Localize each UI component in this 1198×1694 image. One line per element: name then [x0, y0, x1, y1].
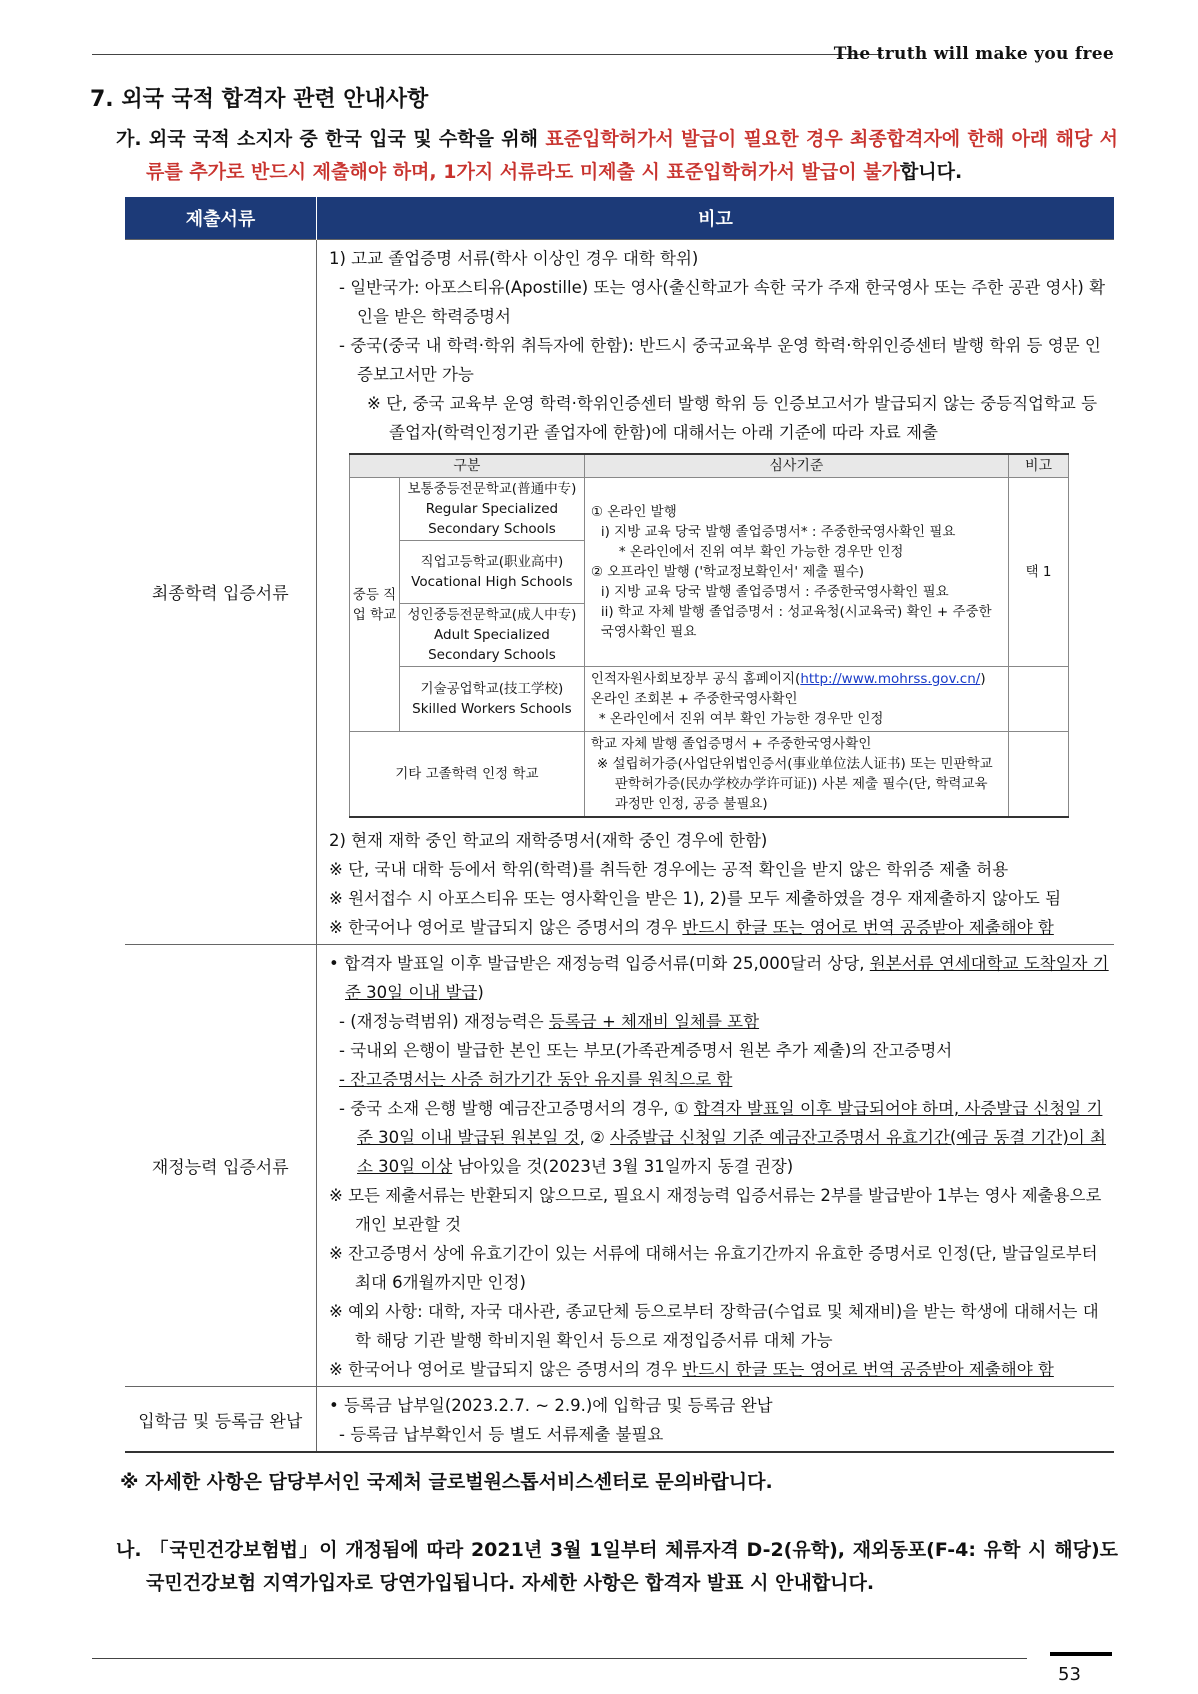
inquiry-note: ※ 자세한 사항은 담당부서인 국제처 글로벌원스톱서비스센터로 문의바랍니다.: [120, 1471, 773, 1493]
remarks-final-education: [317, 239, 1115, 945]
text-underlined: 합격자 발표일 이후 발급되어야 하며, 사증발급 신청일 기준 30일 이내 발급된 원본일 것: [357, 1099, 1103, 1147]
remarks-financial: [317, 945, 1115, 1387]
text-line: ※ 단, 국내 대학 등에서 학위(학력)를 취득한 경우에는 공적 확인을 받지 않은 학위증 제출 허용: [329, 860, 1009, 879]
table-row: [125, 945, 1115, 1387]
criteria-line: ② 오프라인 발행 ('학교정보확인서' 제출 필수): [590, 564, 865, 580]
school-skilled: 기술공업학교(技工学校) Skilled Workers Schools: [400, 667, 585, 732]
header-remarks: 비고: [317, 197, 1115, 239]
text-line: [329, 913, 1110, 942]
paragraph-ga: [90, 123, 1120, 189]
category-final-education: 최종학력 입증서류: [125, 239, 317, 945]
group-vocational: 중등 직업 학교: [350, 478, 400, 732]
text-line: ※ 단, 중국 교육부 운영 학력·학위인증센터 발행 학위 등 인증보고서가 발급되지 않는 중등직업학교 등 졸업자(학력인정기관 졸업자에 한함)에 대해서는 아래 기준에 따라 자료 제출: [367, 393, 1098, 442]
criteria-other: [584, 732, 1008, 818]
section-title: 7. 외국 국적 합격자 관련 안내사항: [90, 87, 429, 112]
text-line: [339, 1007, 1110, 1036]
text-line: - 잔고증명서는 사증 허가기간 동안 유지를 원칙으로 함: [339, 1070, 733, 1089]
sub-header-category: 구분: [350, 454, 585, 478]
paragraph-ga-suffix: 합니다.: [899, 161, 963, 183]
text-part: , ②: [579, 1128, 611, 1147]
sub-header-note: 비고: [1009, 454, 1069, 478]
text-line: [339, 1094, 1110, 1181]
text-underlined: 반드시 한글 또는 영어로 번역 공증받아 제출해야 함: [682, 918, 1054, 937]
school-regular: 보통중등전문학교(普通中专) Regular Specialized Secondary Schools: [400, 478, 585, 541]
school-vocational: 직업고등학교(职业高中) Vocational High Schools: [400, 541, 585, 604]
criteria-line: ): [980, 671, 986, 687]
category-tuition: 입학금 및 등록금 완납: [125, 1387, 317, 1453]
paragraph-ga-highlight: 표준입학허가서 발급이 필요한 경우 최종합격자에 한해 아래 해당 서류를 추가로 반드시 제출해야 하며, 1가지 서류라도 미제출 시 표준입학허가서 발급이 불가: [146, 128, 1118, 183]
footer-rule: [92, 1658, 1027, 1659]
header-motto: The truth will make you free: [833, 44, 1114, 64]
page-number-bar: [1050, 1652, 1112, 1656]
criteria-line: 온라인 조회본 + 주중한국영사확인: [590, 691, 798, 707]
text-line: 2) 현재 재학 중인 학교의 재학증명서(재학 중인 경우에 한함): [329, 831, 768, 850]
page-content: [90, 82, 1120, 1600]
text-line: ※ 예외 사항: 대학, 자국 대사관, 종교단체 등으로부터 장학금(수업료 및 체재비)을 받는 학생에 대해서는 대학 해당 기관 발행 학비지원 확인서 등으로 재정입증서류 대체 가능: [329, 1302, 1099, 1350]
text-line: [329, 1355, 1110, 1384]
school-adult: 성인중등전문학교(成人中专) Adult Specialized Secondary Schools: [400, 604, 585, 667]
text-part: - 중국 소재 은행 발행 예금잔고증명서의 경우, ①: [339, 1099, 694, 1118]
criteria-line: i) 지방 교육 당국 발행 졸업증명서 : 주중한국영사확인 필요: [600, 584, 949, 600]
text-underlined: 등록금 + 체재비 일체를 포함: [548, 1012, 760, 1031]
china-criteria-table: [349, 453, 1069, 819]
text-line: - 중국(중국 내 학력·학위 취득자에 한함): 반드시 중국교육부 운영 학력·학위인증센터 발행 학위 등 영문 인증보고서만 가능: [339, 335, 1101, 384]
criteria-line: 학교 자체 발행 졸업증명서 + 주중한국영사확인: [590, 736, 872, 752]
header-rule: [92, 54, 882, 55]
text-part: ): [477, 983, 484, 1002]
criteria-line: ii) 학교 자체 발행 졸업증명서 : 성교육청(시교육국) 확인 + 주중한국영사확인 필요: [600, 604, 992, 640]
sub-header-criteria: 심사기준: [584, 454, 1008, 478]
criteria-line: ※ 설립허가증(사업단위법인증서(事业单位法人证书) 또는 민판학교판학허가증(民办学校办学许可证)) 사본 제출 필수(단, 학력교육 과정만 인정, 공증 불필요): [596, 756, 993, 812]
criteria-skilled: [584, 667, 1008, 732]
text-line: 1) 고교 졸업증명 서류(학사 이상인 경우 대학 학위): [329, 248, 699, 268]
text-underlined: 사증발급 신청일 기준 예금잔고증명서 유효기간(예금 동결 기간)이 최소 30일 이상: [357, 1128, 1106, 1176]
text-line: • 등록금 납부일(2023.2.7. ~ 2.9.)에 입학금 및 등록금 완납: [329, 1396, 773, 1415]
criteria-online-offline: [584, 478, 1008, 667]
criteria-line: 인적자원사회보장부 공식 홈페이지(: [590, 671, 801, 687]
text-underlined: 반드시 한글 또는 영어로 번역 공증받아 제출해야 함: [682, 1360, 1054, 1379]
criteria-line: i) 지방 교육 당국 발행 졸업증명서* : 주중한국영사확인 필요: [600, 524, 956, 540]
text-line: ※ 잔고증명서 상에 유효기간이 있는 서류에 대해서는 유효기간까지 유효한 증명서로 인정(단, 발급일로부터 최대 6개월까지만 인정): [329, 1244, 1098, 1292]
text-line: - 일반국가: 아포스티유(Apostille) 또는 영사(출신학교가 속한 국가 주재 한국영사 또는 주한 공관 영사) 확인을 받은 학력증명서: [339, 277, 1106, 326]
paragraph-na: 나. 「국민건강보험법」이 개정됨에 따라 2021년 3월 1일부터 체류자격 D-2(유학), 재외동포(F-4: 유학 시 해당)도 국민건강보험 지역가입자로 당연가입됩니다. 자세한 사항은 합격자 발표 시 안내합니다.: [116, 1539, 1118, 1594]
text-underlined: 원본서류 연세대학교 도착일자 기준 30일 이내 발급: [345, 954, 1109, 1002]
mohrss-link[interactable]: http://www.mohrss.gov.cn/: [800, 671, 981, 687]
criteria-line: * 온라인에서 진위 여부 확인 가능한 경우만 인정: [598, 711, 884, 727]
criteria-line: ① 온라인 발행: [590, 504, 677, 520]
text-line: - 등록금 납부확인서 등 별도 서류제출 불필요: [339, 1425, 664, 1444]
text-part: • 합격자 발표일 이후 발급받은 재정능력 입증서류(미화 25,000달러 상당,: [329, 954, 870, 973]
table-row: [125, 239, 1115, 945]
text-line: ※ 모든 제출서류는 반환되지 않으므로, 필요시 재정능력 입증서류는 2부를 발급받아 1부는 영사 제출용으로 개인 보관할 것: [329, 1186, 1102, 1234]
category-financial: 재정능력 입증서류: [125, 945, 317, 1387]
text-part: ※ 한국어나 영어로 발급되지 않은 증명서의 경우: [329, 1360, 683, 1379]
text-line: - 국내외 은행이 발급한 본인 또는 부모(가족관계증명서 원본 추가 제출)의 잔고증명서: [339, 1041, 953, 1060]
text-part: 남아있을 것(2023년 3월 31일까지 동결 권장): [452, 1157, 794, 1176]
criteria-line: * 온라인에서 진위 여부 확인 가능한 경우만 인정: [618, 544, 904, 560]
header-documents: 제출서류: [125, 197, 317, 239]
text-part: ※ 한국어나 영어로 발급되지 않은 증명서의 경우: [329, 918, 683, 937]
remarks-tuition: [317, 1387, 1115, 1453]
paragraph-ga-prefix: 가. 외국 국적 소지자 중 한국 입국 및 수학을 위해: [116, 128, 546, 150]
criteria-note: 택 1: [1009, 478, 1069, 667]
text-line: [329, 949, 1110, 1007]
table-row: [125, 1387, 1115, 1453]
text-line: ※ 원서접수 시 아포스티유 또는 영사확인을 받은 1), 2)를 모두 제출하였을 경우 재제출하지 않아도 됨: [329, 889, 1062, 908]
page-number: 53: [1058, 1664, 1081, 1685]
text-part: - (재정능력범위) 재정능력은: [339, 1012, 549, 1031]
school-other: 기타 고졸학력 인정 학교: [350, 732, 585, 818]
documents-table: [124, 197, 1114, 1453]
